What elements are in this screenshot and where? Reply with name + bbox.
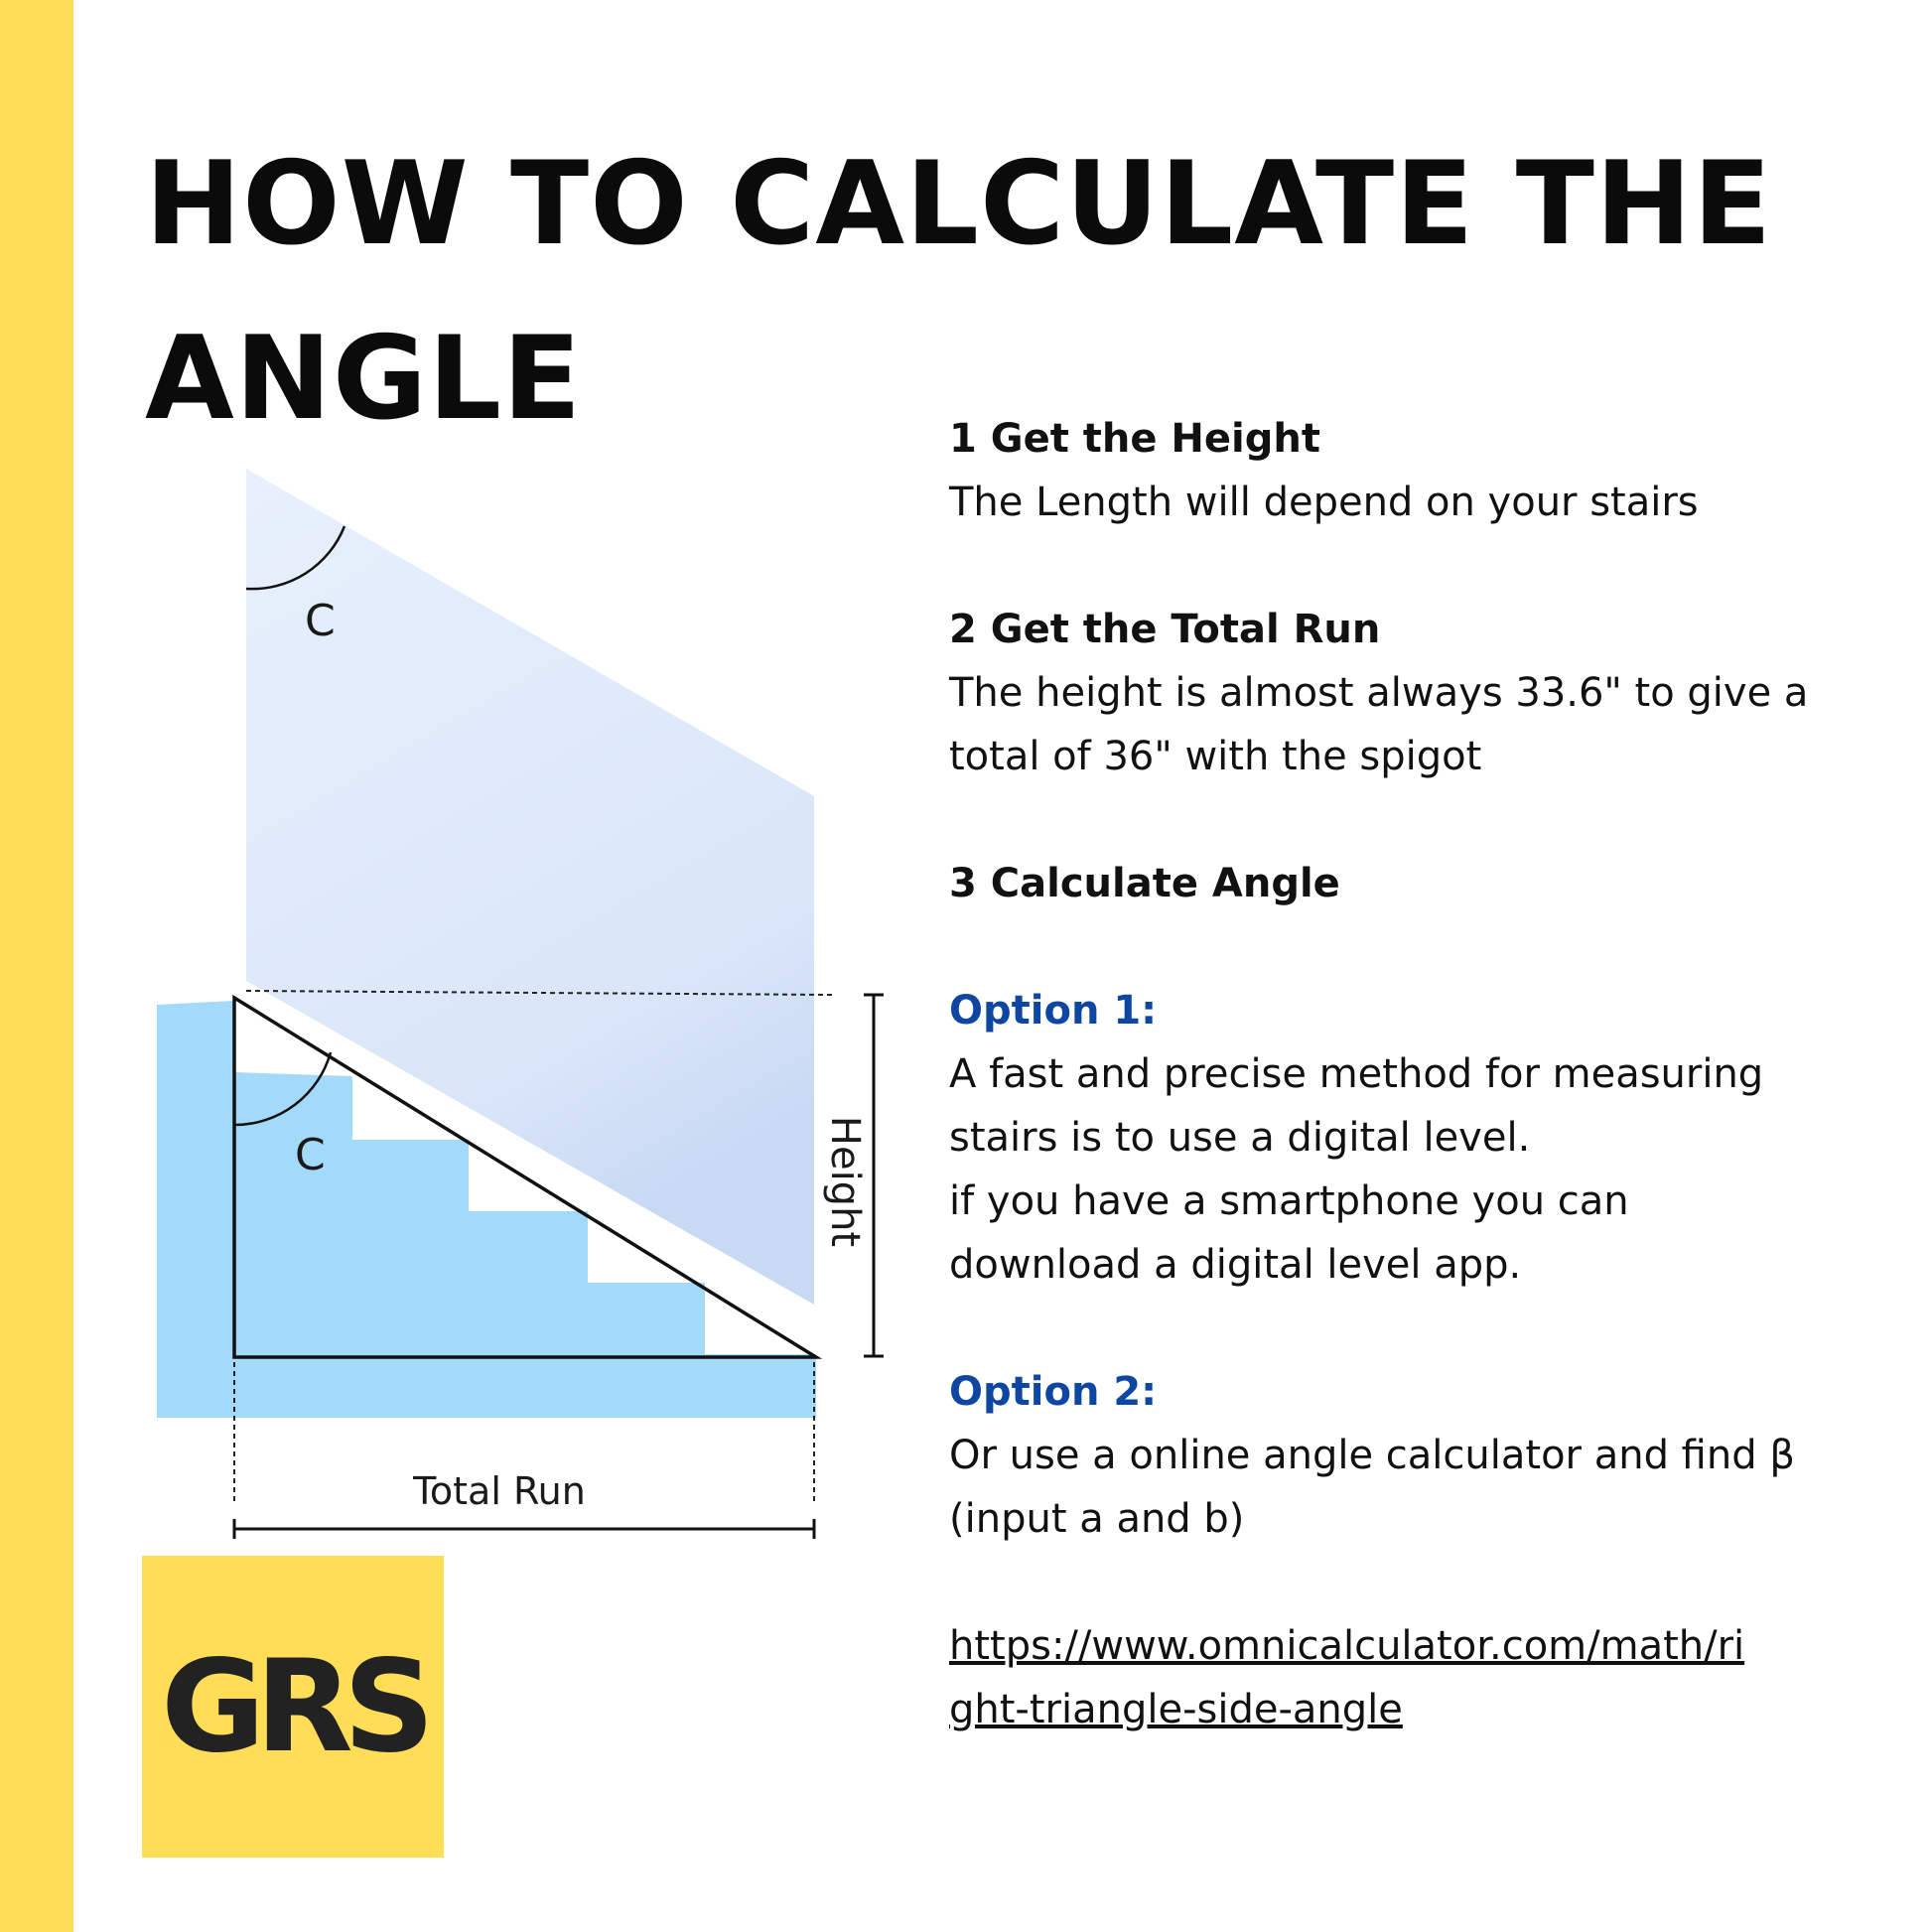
step-2-title: 2 Get the Total Run xyxy=(949,607,1381,652)
step-3-title: 3 Calculate Angle xyxy=(949,861,1340,906)
calculator-link-line-1[interactable]: https://www.omnicalculator.com/math/ri xyxy=(949,1623,1745,1669)
option-1-body-line: A fast and precise method for measuring xyxy=(949,1051,1764,1097)
step-2-body-line: The height is almost always 33.6" to give a xyxy=(949,670,1809,716)
stair-base-band xyxy=(157,1358,816,1418)
calculator-link-line-2[interactable]: ght-triangle-side-angle xyxy=(949,1687,1403,1732)
stair-angle-diagram xyxy=(0,0,894,1549)
option-1-body-line: download a digital level app. xyxy=(949,1242,1522,1288)
step-2-body-line: total of 36" with the spigot xyxy=(949,734,1482,779)
option-2-body-line: Or use a online angle calculator and find β xyxy=(949,1433,1795,1478)
run-label: Total Run xyxy=(413,1469,586,1513)
step-1-body: The Length will depend on your stairs xyxy=(949,480,1699,525)
page-title: HOW TO CALCULATE THE ANGLE xyxy=(145,137,1773,446)
calculator-link[interactable] xyxy=(949,1614,1882,1741)
angle-label-bottom: C xyxy=(295,1130,326,1180)
option-1-body-line: stairs is to use a digital level. xyxy=(949,1115,1531,1161)
option-2-body-line: (input a and b) xyxy=(949,1496,1245,1542)
option-2-title: Option 2: xyxy=(949,1369,1158,1415)
grs-logo xyxy=(142,1556,444,1858)
logo-text: GRS xyxy=(161,1632,425,1781)
step-1-title: 1 Get the Height xyxy=(949,416,1320,462)
height-label: Height xyxy=(822,1115,868,1248)
instructions xyxy=(949,407,1882,1741)
option-1-body-line: if you have a smartphone you can xyxy=(949,1178,1629,1224)
option-1-title: Option 1: xyxy=(949,988,1158,1034)
angle-label-top: C xyxy=(305,596,336,646)
stair-block xyxy=(157,1001,234,1418)
